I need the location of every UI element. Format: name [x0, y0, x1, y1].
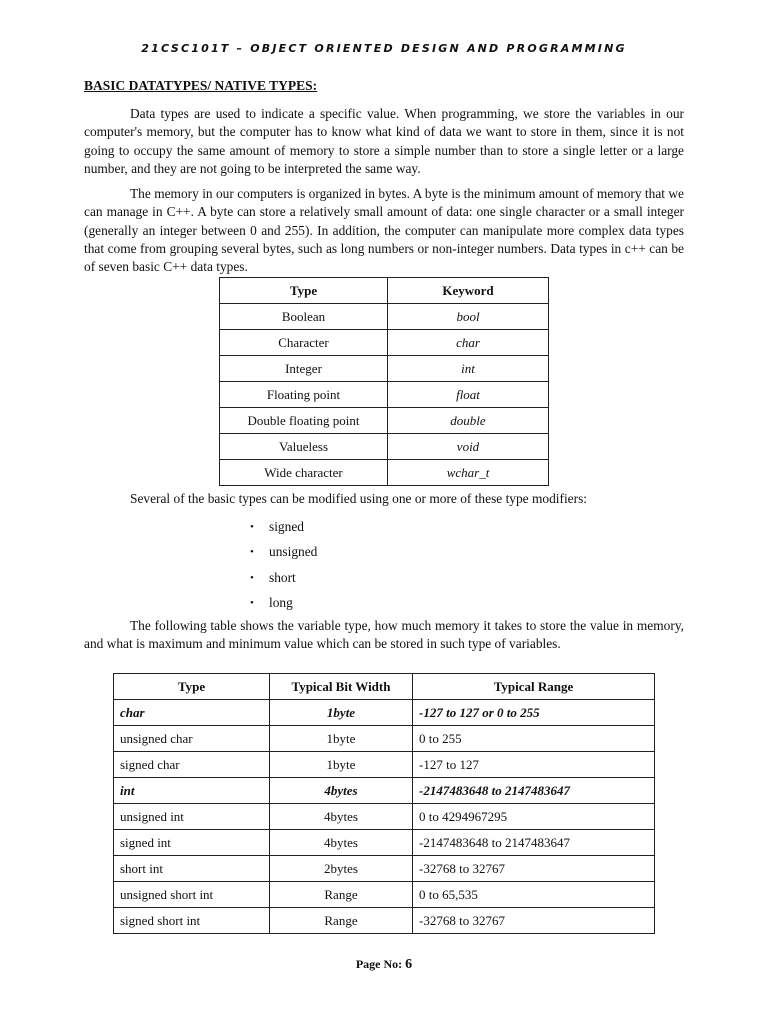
- keyword-cell: char: [388, 330, 549, 356]
- paragraph-text: The memory in our computers is organized in bytes. A byte is the minimum amount of memory that we can manage in C++. A byte can store a relatively small amount of data: one single character or a small integer (generally an integer between 0 and 255). In addition, the computer can manipulate more complex data types that come from grouping several bytes, such as long numbers or non-integer numbers. Data types in c++ can be of seven basic C++ data types.: [84, 186, 684, 275]
- list-item-label: unsigned: [269, 544, 318, 560]
- bit-width-cell: 4bytes: [270, 778, 413, 804]
- table-row: [114, 908, 655, 934]
- type-cell: unsigned short int: [114, 882, 270, 908]
- list-item: [250, 565, 317, 591]
- bit-width-cell: 1byte: [270, 726, 413, 752]
- list-item: [250, 540, 317, 566]
- table-row: [220, 408, 549, 434]
- type-cell: signed short int: [114, 908, 270, 934]
- table-row: [114, 700, 655, 726]
- keyword-cell: bool: [388, 304, 549, 330]
- column-header-range: Typical Range: [413, 674, 655, 700]
- type-cell: signed char: [114, 752, 270, 778]
- type-range-table: [113, 673, 655, 934]
- type-cell: Boolean: [220, 304, 388, 330]
- bit-width-cell: 4bytes: [270, 804, 413, 830]
- type-cell: Double floating point: [220, 408, 388, 434]
- table-row: [220, 304, 549, 330]
- type-cell: Floating point: [220, 382, 388, 408]
- list-item-label: short: [269, 569, 296, 585]
- table-row: [220, 330, 549, 356]
- paragraph-datatypes-intro: [84, 105, 684, 178]
- type-cell: Valueless: [220, 434, 388, 460]
- table-header-row: [114, 674, 655, 700]
- range-cell: 0 to 65,535: [413, 882, 655, 908]
- keyword-cell: wchar_t: [388, 460, 549, 486]
- bit-width-cell: 4bytes: [270, 830, 413, 856]
- page-header: 21CSC101T – OBJECT ORIENTED DESIGN AND PROGRAMMING: [141, 42, 627, 55]
- type-cell: Character: [220, 330, 388, 356]
- column-header-type: Type: [220, 278, 388, 304]
- type-cell: int: [114, 778, 270, 804]
- bullet-icon: •: [250, 546, 254, 559]
- type-modifiers-list: [250, 514, 317, 616]
- range-cell: -2147483648 to 2147483647: [413, 778, 655, 804]
- page-number: 6: [405, 957, 413, 972]
- table-header-row: [220, 278, 549, 304]
- list-item: [250, 591, 317, 617]
- range-cell: 0 to 4294967295: [413, 804, 655, 830]
- bit-width-cell: 2bytes: [270, 856, 413, 882]
- bullet-icon: •: [250, 597, 254, 610]
- range-cell: -32768 to 32767: [413, 908, 655, 934]
- table-row: [220, 382, 549, 408]
- page-footer: [0, 957, 768, 973]
- section-title: BASIC DATATYPES/ NATIVE TYPES:: [84, 78, 318, 93]
- type-cell: short int: [114, 856, 270, 882]
- bullet-icon: •: [250, 571, 254, 584]
- table-row: [220, 434, 549, 460]
- bit-width-cell: 1byte: [270, 752, 413, 778]
- table-row: [114, 856, 655, 882]
- keyword-cell: int: [388, 356, 549, 382]
- column-header-bit-width: Typical Bit Width: [270, 674, 413, 700]
- bit-width-cell: Range: [270, 882, 413, 908]
- basic-types-table: [219, 277, 549, 486]
- list-item-label: long: [269, 595, 293, 611]
- keyword-cell: void: [388, 434, 549, 460]
- table-row: [220, 460, 549, 486]
- page-number-label: Page No:: [355, 957, 403, 971]
- paragraph-text: The following table shows the variable type, how much memory it takes to store the value in memory, and what is maximum and minimum value which can be stored in such type of variables.: [84, 618, 684, 652]
- type-cell: signed int: [114, 830, 270, 856]
- keyword-cell: float: [388, 382, 549, 408]
- range-cell: -127 to 127 or 0 to 255: [413, 700, 655, 726]
- column-header-keyword: Keyword: [388, 278, 549, 304]
- table-row: [114, 778, 655, 804]
- keyword-cell: double: [388, 408, 549, 434]
- range-cell: -127 to 127: [413, 752, 655, 778]
- table-row: [114, 882, 655, 908]
- table-row: [114, 804, 655, 830]
- type-cell: Wide character: [220, 460, 388, 486]
- table-row: [114, 726, 655, 752]
- table-row: [114, 830, 655, 856]
- type-cell: unsigned char: [114, 726, 270, 752]
- list-item: [250, 514, 317, 540]
- type-cell: Integer: [220, 356, 388, 382]
- list-item-label: signed: [269, 518, 304, 534]
- column-header-type: Type: [114, 674, 270, 700]
- paragraph-memory-bytes: [84, 185, 684, 276]
- bit-width-cell: Range: [270, 908, 413, 934]
- paragraph-text: Data types are used to indicate a specific value. When programming, we store the variables in our computer's memory, but the computer has to know what kind of data we want to store in them, since it is not going to occupy the same amount of memory to store a simple number than to store a single letter or a large number, and they are not going to be interpreted the same way.: [84, 106, 684, 176]
- table-row: [114, 752, 655, 778]
- range-cell: -32768 to 32767: [413, 856, 655, 882]
- range-cell: -2147483648 to 2147483647: [413, 830, 655, 856]
- bit-width-cell: 1byte: [270, 700, 413, 726]
- type-cell: char: [114, 700, 270, 726]
- table-row: [220, 356, 549, 382]
- type-cell: unsigned int: [114, 804, 270, 830]
- bullet-icon: •: [250, 520, 254, 533]
- modifiers-lead-text: Several of the basic types can be modified using one or more of these type modifiers:: [130, 491, 588, 506]
- paragraph-range-table-intro: [84, 617, 684, 654]
- range-cell: 0 to 255: [413, 726, 655, 752]
